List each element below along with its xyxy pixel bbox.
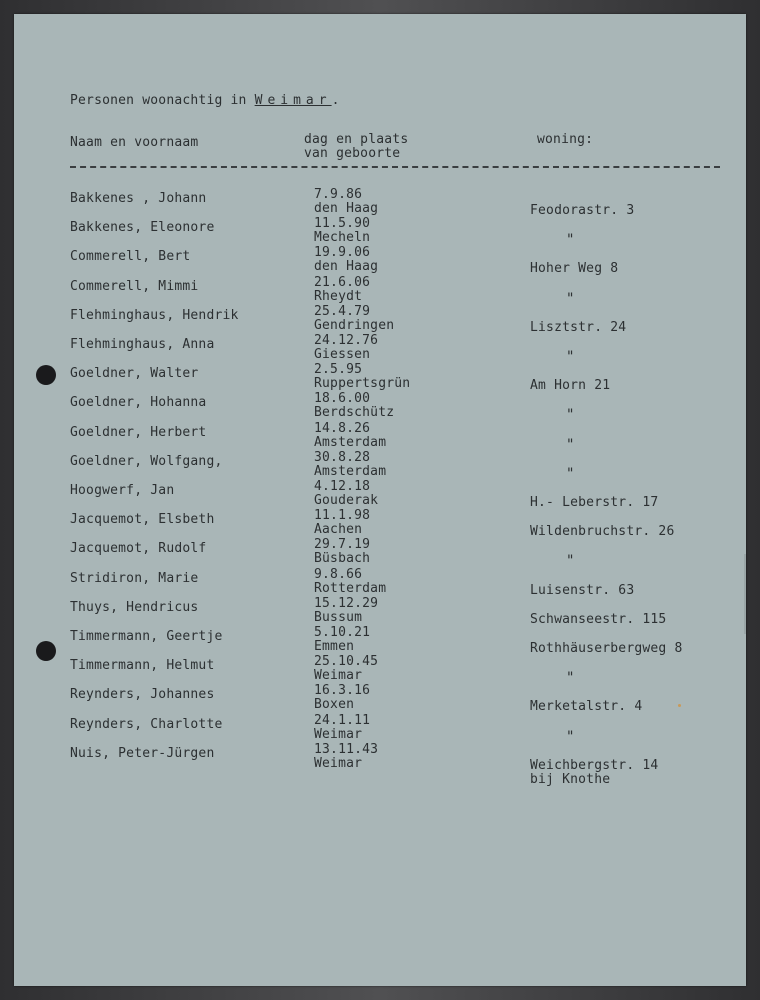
- birth-date: 18.6.00: [314, 391, 371, 407]
- person-name: Bakkenes, Eleonore: [70, 220, 215, 236]
- birth-date: 21.6.06: [314, 274, 371, 290]
- person-name: Goeldner, Walter: [70, 366, 199, 382]
- punch-hole-bottom: [36, 641, 56, 661]
- column-header-birth-line2: van geboorte: [304, 146, 401, 161]
- birth-place: Bussum: [314, 609, 363, 625]
- birth-place: den Haag: [314, 259, 379, 275]
- address: ": [566, 465, 575, 482]
- birth-place: Büsbach: [314, 551, 371, 567]
- person-name: Thuys, Hendricus: [70, 599, 199, 615]
- address: Wildenbruchstr. 26: [530, 524, 675, 540]
- column-header-birth-line1: dag en plaats: [304, 132, 409, 147]
- birth-place: Ruppertsgrün: [314, 376, 411, 392]
- person-name: Stridiron, Marie: [70, 570, 199, 586]
- birth-date: 2.5.95: [314, 362, 363, 378]
- birth-date: 25.10.45: [314, 654, 379, 670]
- birth-date: 25.4.79: [314, 303, 371, 319]
- person-name: Hoogwerf, Jan: [70, 483, 175, 498]
- address: ": [566, 349, 575, 365]
- person-name: Timmermann, Geertje: [70, 629, 223, 644]
- birth-date: 5.10.21: [314, 625, 371, 640]
- birth-place: Aachen: [314, 522, 363, 538]
- address: ": [566, 436, 575, 453]
- address: Luisenstr. 63: [530, 582, 635, 598]
- person-name: Flehminghaus, Anna: [70, 337, 215, 352]
- birth-place: Amsterdam: [314, 463, 387, 479]
- birth-date: 24.12.76: [314, 333, 379, 348]
- person-name: Reynders, Johannes: [70, 687, 215, 703]
- address: ": [566, 232, 575, 249]
- ink-speck: [678, 704, 681, 707]
- person-name: Commerell, Mimmi: [70, 278, 199, 294]
- address: Lisztstr. 24: [530, 319, 627, 335]
- person-name: Jacquemot, Rudolf: [70, 541, 207, 557]
- birth-date: 11.1.98: [314, 508, 371, 524]
- birth-place: Weimar: [314, 668, 363, 684]
- birth-place: Weimar: [314, 755, 363, 771]
- person-name: Flehminghaus, Hendrik: [70, 307, 239, 323]
- birth-place: Amsterdam: [314, 434, 387, 450]
- address-line2: bij Knothe: [530, 771, 611, 787]
- person-name: Bakkenes , Johann: [70, 191, 207, 206]
- address: Merketalstr. 4: [530, 699, 643, 715]
- birth-date: 9.8.66: [314, 566, 363, 582]
- birth-date: 11.5.90: [314, 216, 371, 232]
- birth-place: Weimar: [314, 726, 363, 742]
- address: Feodorastr. 3: [530, 203, 635, 218]
- birth-date: 13.11.43: [314, 741, 379, 757]
- address: Weichbergstr. 14: [530, 757, 659, 773]
- person-name: Reynders, Charlotte: [70, 716, 223, 732]
- address: ": [566, 728, 575, 745]
- address: ": [566, 407, 575, 424]
- birth-place: Rotterdam: [314, 580, 387, 596]
- title-city: Weimar: [254, 93, 332, 108]
- address: ": [566, 553, 575, 570]
- birth-date: 14.8.26: [314, 420, 371, 436]
- address: Schwanseestr. 115: [530, 611, 667, 627]
- person-name: Nuis, Peter-Jürgen: [70, 745, 215, 761]
- column-header-name: Naam en voornaam: [70, 135, 199, 150]
- birth-date: 19.9.06: [314, 245, 371, 261]
- address: Hoher Weg 8: [530, 261, 619, 277]
- birth-place: Rheydt: [314, 288, 363, 304]
- birth-date: 30.8.28: [314, 449, 371, 465]
- person-name: Timmermann, Helmut: [70, 658, 215, 674]
- birth-place: Gouderak: [314, 493, 379, 508]
- birth-date: 24.1.11: [314, 712, 371, 728]
- person-name: Jacquemot, Elsbeth: [70, 512, 215, 528]
- dashed-divider: [70, 166, 720, 168]
- birth-place: Mecheln: [314, 230, 371, 246]
- birth-place: Emmen: [314, 639, 355, 654]
- person-name: Goeldner, Hohanna: [70, 395, 207, 411]
- birth-place: den Haag: [314, 201, 379, 216]
- birth-place: Giessen: [314, 347, 371, 362]
- address: ": [566, 290, 575, 307]
- birth-date: 16.3.16: [314, 683, 371, 699]
- punch-hole-top: [36, 365, 56, 385]
- birth-place: Boxen: [314, 697, 355, 713]
- document-page: [14, 14, 746, 986]
- birth-place: Berdschütz: [314, 405, 395, 421]
- person-name: Goeldner, Herbert: [70, 424, 207, 440]
- birth-date: 4.12.18: [314, 479, 371, 494]
- document-title: Personen woonachtig in Weimar.: [70, 93, 340, 108]
- birth-date: 15.12.29: [314, 595, 379, 611]
- address: H.- Leberstr. 17: [530, 495, 659, 510]
- address: Rothhäuserbergweg 8: [530, 641, 683, 656]
- person-name: Goeldner, Wolfgang,: [70, 453, 223, 469]
- birth-place: Gendringen: [314, 317, 395, 333]
- paper-edge-mark: [744, 554, 746, 634]
- birth-date: 29.7.19: [314, 537, 371, 553]
- person-name: Commerell, Bert: [70, 249, 191, 265]
- address: Am Horn 21: [530, 378, 611, 394]
- column-header-address: woning:: [537, 132, 594, 147]
- birth-date: 7.9.86: [314, 187, 363, 202]
- address: ": [566, 670, 575, 687]
